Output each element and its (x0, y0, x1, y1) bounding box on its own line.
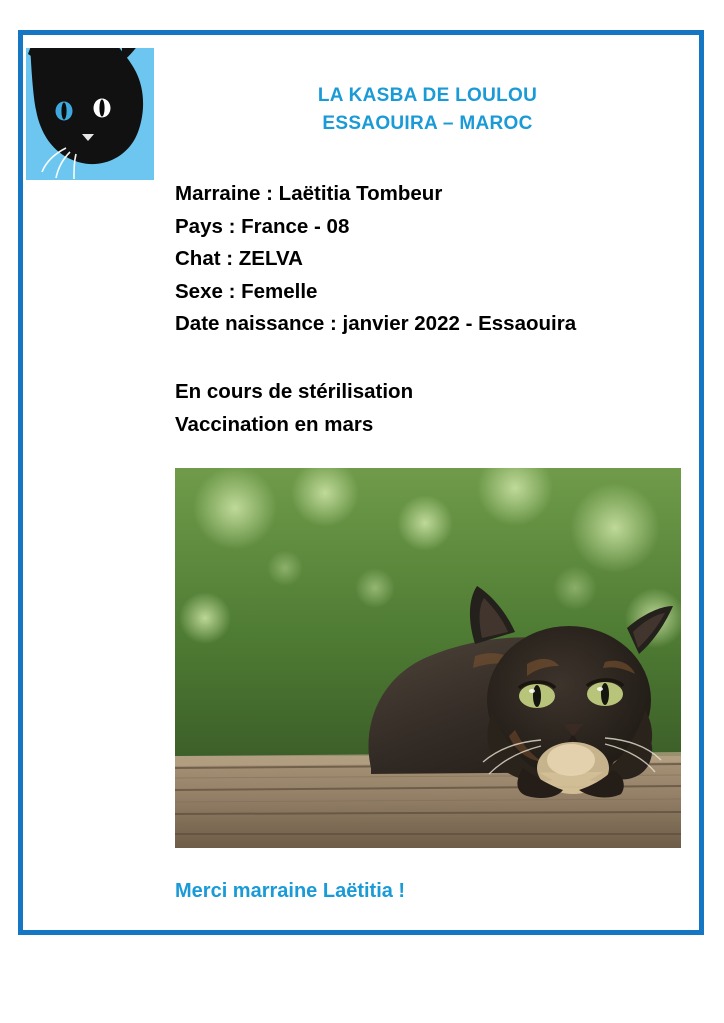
document-header (175, 82, 680, 138)
info-line-pays: Pays : France - 08 (175, 214, 350, 238)
info-line-chat: Chat : ZELVA (175, 247, 303, 270)
sponsorship-info-block (175, 178, 675, 341)
status-line-sterilisation: En cours de stérilisation (175, 380, 414, 403)
header-line-2: ESSAOUIRA – MAROC (322, 113, 533, 134)
info-line-marraine: Marraine : Laëtitia Tombeur (175, 182, 443, 205)
black-cat-head-logo (26, 48, 154, 180)
status-line-vaccination: Vaccination en mars (175, 412, 374, 436)
header-line-1: LA KASBA DE LOULOU (317, 85, 538, 106)
medical-status-block (175, 376, 675, 441)
info-line-date-naissance: Date naissance : janvier 2022 - Essaouira (175, 312, 577, 335)
cat-photo (175, 468, 681, 848)
thank-you-footer: Merci marraine Laëtitia ! (175, 880, 406, 902)
info-line-sexe: Sexe : Femelle (175, 279, 318, 303)
